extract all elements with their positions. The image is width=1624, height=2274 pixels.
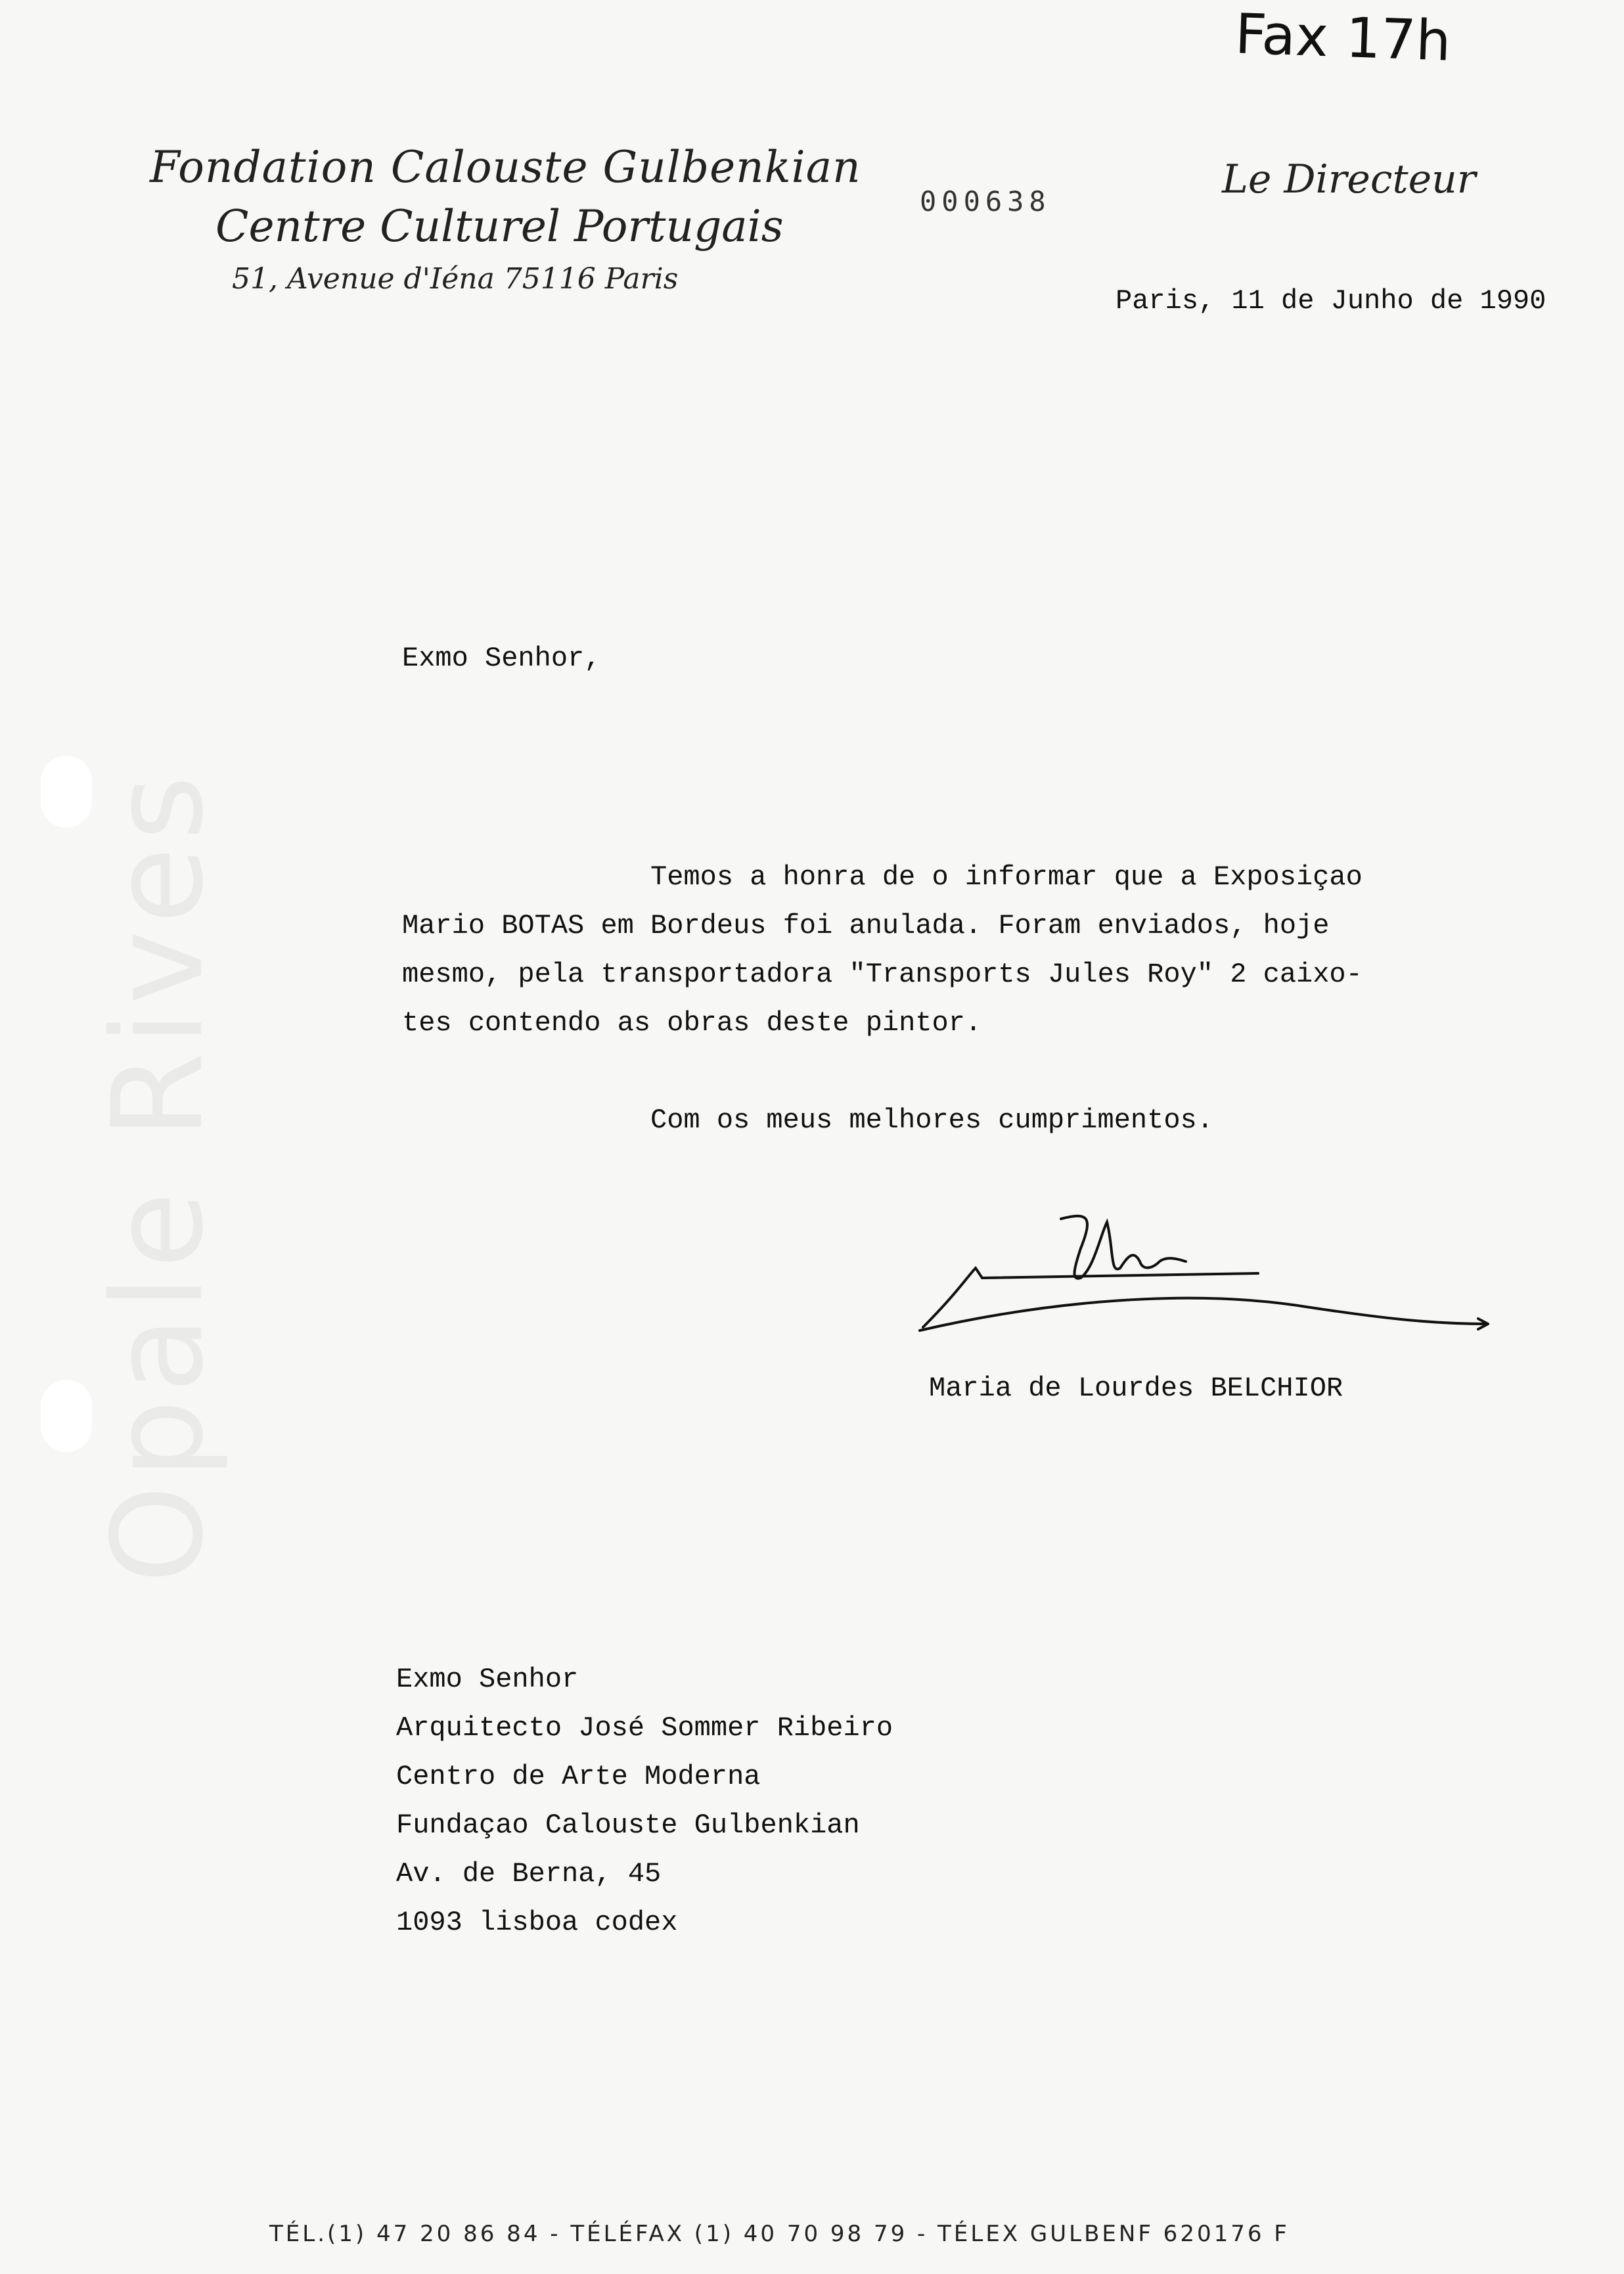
letterhead-foundation: Fondation Calouste Gulbenkian — [150, 142, 861, 193]
director-label: Le Directeur — [1222, 156, 1476, 202]
letter-date: Paris, 11 de Junho de 1990 — [1116, 285, 1546, 317]
signature-image — [916, 1196, 1495, 1353]
punch-hole — [41, 756, 92, 828]
body-line: Mario BOTAS em Bordeus foi anulada. Foram enviados, hoje — [402, 910, 1330, 942]
recipient-line: Exmo Senhor — [396, 1664, 579, 1695]
recipient-line: Arquitecto José Sommer Ribeiro — [396, 1712, 893, 1744]
letterhead — [150, 138, 861, 302]
document-number: 000638 — [920, 185, 1051, 217]
footer-contact: TÉL.(1) 47 20 86 84 - TÉLÉFAX (1) 40 70 98 79 - TÉLEX GULBENF 620176 F — [269, 2221, 1290, 2247]
letterhead-centre: Centre Culturel Portugais — [215, 201, 784, 252]
body-line: mesmo, pela transportadora "Transports Jules Roy" 2 caixo- — [402, 959, 1363, 990]
body-line: tes contendo as obras deste pintor. — [402, 1007, 982, 1039]
closing-line: Com os meus melhores cumprimentos. — [650, 1104, 1213, 1136]
recipient-line: Av. de Berna, 45 — [396, 1858, 662, 1890]
salutation: Exmo Senhor, — [402, 643, 601, 674]
handwritten-fax-note: Fax 17h — [1234, 1, 1453, 74]
recipient-line: Fundaçao Calouste Gulbenkian — [396, 1809, 860, 1841]
paper-watermark: Opale Rives — [85, 769, 231, 1583]
letterhead-address: 51, Avenue d'Iéna 75116 Paris — [232, 262, 679, 296]
recipient-line: 1093 lisboa codex — [396, 1907, 678, 1938]
body-line: Temos a honra de o informar que a Exposiçao — [650, 861, 1363, 893]
recipient-line: Centro de Arte Moderna — [396, 1761, 761, 1792]
signatory-name: Maria de Lourdes BELCHIOR — [929, 1373, 1343, 1404]
punch-hole — [41, 1380, 92, 1452]
